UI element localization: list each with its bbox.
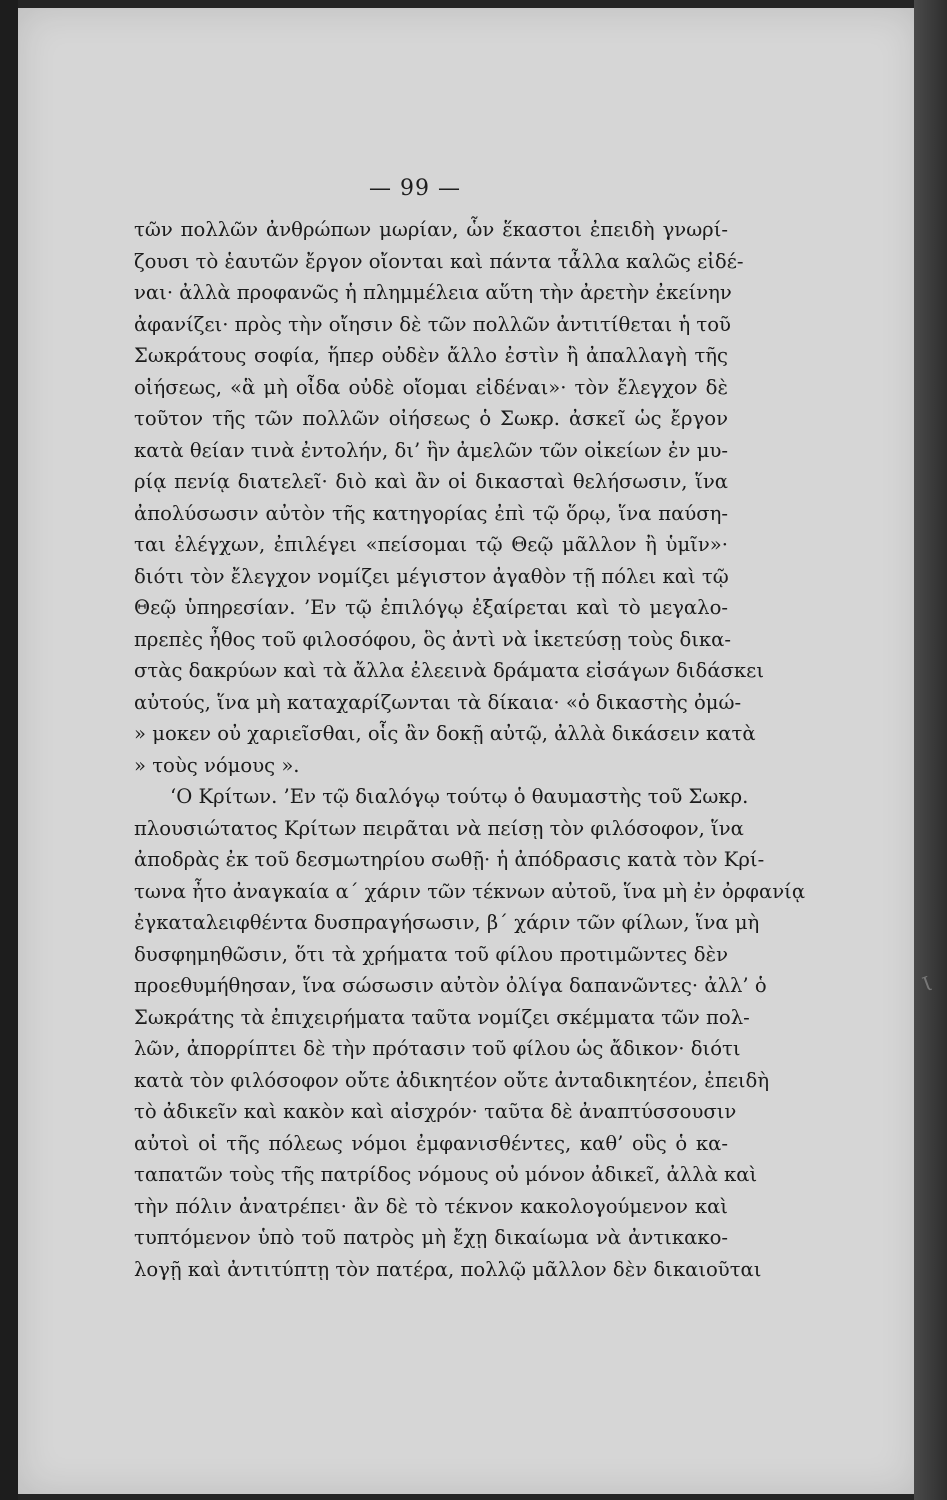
section-heading-line: ‘Ο Κρίτων. ’Εν τῷ διαλόγῳ τούτῳ ὁ θαυμαστὴς τοῦ Σωκρ. (170, 785, 749, 808)
text-line: ἐγκαταλειφθέντα δυσπραγήσωσιν, β΄ χάριν τῶν φίλων, ἵνα μὴ (134, 911, 760, 934)
text-line: δυσφημηθῶσιν, ὅτι τὰ χρήματα τοῦ φίλου προτιμῶντες δὲν (134, 942, 728, 966)
text-line: κατὰ θείαν τινὰ ἐντολήν, δι’ ἣν ἀμελῶν τῶν οἰκείων ἐν μυ- (134, 438, 728, 462)
text-line: πρεπὲς ἦθος τοῦ φιλοσόφου, ὃς ἀντὶ νὰ ἱκετεύσῃ τοὺς δικα- (134, 627, 732, 651)
text-line: λῶν, ἀπορρίπτει δὲ τὴν πρότασιν τοῦ φίλου ὡς ἄδικον· διότι (134, 1037, 741, 1060)
text-line: πλουσιώτατος Κρίτων πειρᾶται νὰ πείσῃ τὸν φιλόσοφον, ἵνα (134, 816, 744, 840)
text-line: ζουσι τὸ ἑαυτῶν ἔργον οἴονται καὶ πάντα τἆλλα καλῶς εἰδέ- (134, 249, 744, 273)
margin-mark: Ɩ (919, 971, 935, 997)
text-line: διότι τὸν ἔλεγχον νομίζει μέγιστον ἀγαθὸν τῇ πόλει καὶ τῷ (134, 564, 729, 588)
text-line: τὸ ἀδικεῖν καὶ κακὸν καὶ αἰσχρόν· ταῦτα δὲ ἀναπτύσσουσιν (134, 1100, 737, 1123)
text-line: αὐτοὶ οἱ τῆς πόλεως νόμοι ἐμφανισθέντες, καθ’ οὓς ὁ κα- (134, 1131, 728, 1155)
text-line: στὰς δακρύων καὶ τὰ ἄλλα ἐλεεινὰ δράματα εἰσάγων διδάσκει (134, 659, 765, 682)
text-line: αὐτούς, ἵνα μὴ καταχαρίζωνται τὰ δίκαια· «ὁ δικαστὴς ὀμώ- (134, 690, 742, 714)
book-page (18, 8, 918, 1494)
left-binding-strip (0, 0, 18, 1500)
page-number: — 99 — (369, 176, 461, 201)
right-page-edge (914, 0, 947, 1500)
text-line: τοῦτον τῆς τῶν πολλῶν οἰήσεως ὁ Σωκρ. ἀσκεῖ ὡς ἔργον (134, 407, 728, 430)
text-line: τῶν πολλῶν ἀνθρώπων μωρίαν, ὧν ἕκαστοι ἐπειδὴ γνωρί- (134, 218, 728, 241)
text-line: Σωκράτης τὰ ἐπιχειρήματα ταῦτα νομίζει σκέμματα τῶν πολ- (134, 1005, 750, 1029)
text-line: τυπτόμενον ὑπὸ τοῦ πατρὸς μὴ ἔχῃ δικαίωμα νὰ ἀντικακο- (134, 1226, 728, 1249)
text-line: ἀποδρὰς ἐκ τοῦ δεσμωτηρίου σωθῇ· ἡ ἀπόδρασις κατὰ τὸν Κρί- (134, 848, 765, 871)
text-line: » τοὺς νόμους ». (134, 753, 300, 777)
text-line: ναι· ἀλλὰ προφανῶς ἡ πλημμέλεια αὕτη τὴν ἀρετὴν ἐκείνην (134, 281, 732, 304)
text-line: ταπατῶν τοὺς τῆς πατρίδος νόμους οὐ μόνον ἀδικεῖ, ἀλλὰ καὶ (134, 1163, 758, 1186)
text-line: τωνα ἦτο ἀναγκαία α΄ χάριν τῶν τέκνων αὐτοῦ, ἵνα μὴ ἐν ὀρφανίᾳ (134, 879, 806, 903)
text-line: τὴν πόλιν ἀνατρέπει· ἂν δὲ τὸ τέκνον κακολογούμενον καὶ (134, 1194, 728, 1218)
text-line: ται ἐλέγχων, ἐπιλέγει «πείσομαι τῷ Θεῷ μᾶλλον ἢ ὑμῖν»· (134, 533, 728, 556)
text-line: ἀπολύσωσιν αὐτὸν τῆς κατηγορίας ἐπὶ τῷ ὅρῳ, ἵνα παύση- (134, 501, 728, 525)
body-text (134, 214, 806, 1285)
text-line: προεθυμήθησαν, ἵνα σώσωσιν αὐτὸν ὀλίγα δαπανῶντες· ἀλλ’ ὁ (134, 974, 767, 997)
text-line: » μοκεν οὐ χαριεῖσθαι, οἷς ἂν δοκῇ αὐτῷ, ἀλλὰ δικάσειν κατὰ (134, 722, 756, 745)
text-line: ρίᾳ πενίᾳ διατελεῖ· διὸ καὶ ἂν οἱ δικασταὶ θελήσωσιν, ἵνα (134, 470, 728, 493)
text-line: Σωκράτους σοφία, ἥπερ οὐδὲν ἄλλο ἐστὶν ἢ ἀπαλλαγὴ τῆς (134, 344, 728, 367)
text-line: οἰήσεως, «ἃ μὴ οἶδα οὐδὲ οἴομαι εἰδέναι»· τὸν ἔλεγχον δὲ (134, 375, 728, 399)
text-line: ἀφανίζει· πρὸς τὴν οἴησιν δὲ τῶν πολλῶν ἀντιτίθεται ἡ τοῦ (134, 312, 731, 336)
text-line: Θεῷ ὑπηρεσίαν. ’Εν τῷ ἐπιλόγῳ ἐξαίρεται καὶ τὸ μεγαλο- (134, 596, 728, 619)
text-line: κατὰ τὸν φιλόσοφον οὔτε ἀδικητέον οὔτε ἀνταδικητέον, ἐπειδὴ (134, 1068, 770, 1092)
text-line: λογῇ καὶ ἀντιτύπτῃ τὸν πατέρα, πολλῷ μᾶλλον δὲν δικαιοῦται (134, 1257, 762, 1281)
